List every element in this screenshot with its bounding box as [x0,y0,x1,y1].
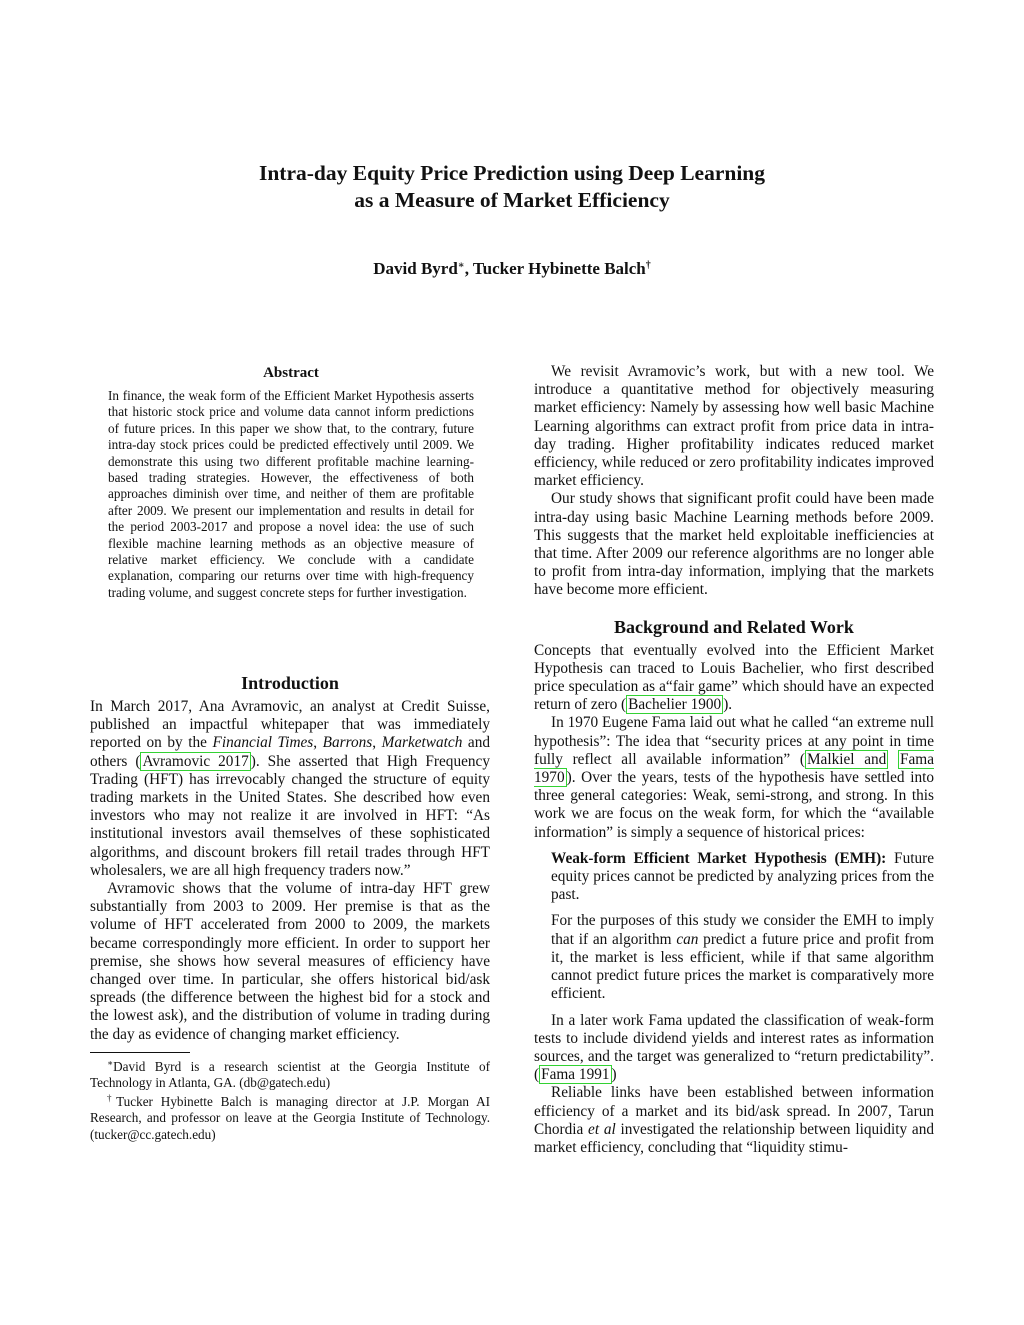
citation-link-fama-1991[interactable]: Fama 1991 [541,1066,610,1084]
definition-weak-form-emh: Weak-form Efficient Market Hypothesis (EMH): Future equity prices cannot be predicted by analyzing prices from the past. [551,849,934,904]
footnote-1: ∗David Byrd is a research scientist at the Georgia Institute of Technology in Atlanta, GA. (db@gatech.edu) [90,1057,490,1091]
footnote-2-mark: † [107,1093,117,1104]
right-intro-paragraph-1: We revisit Avramovic’s work, but with a new tool. We introduce a quantitative method for objectively measuring market efficiency: Namely by assessing how well basic Machine Learning algorithms can extract profit from price data in intra-day trading. Higher profitability indicates reduced market efficiency, while reduced or zero profitability indicates improved market efficiency. [534,363,934,490]
author-1: David Byrd [373,259,458,278]
author-2-footnote-mark[interactable]: † [645,260,651,271]
footnote-2: †Tucker Hybinette Balch is managing director at J.P. Morgan AI Research, and professor on leave at the Georgia Institute of Technology. (tucker@cc.gatech.edu) [90,1093,490,1142]
title-line-2: as a Measure of Market Efficiency [354,188,670,212]
abstract-text: In finance, the weak form of the Efficient Market Hypothesis asserts that historic stock price and volume data cannot inform predictions of future prices. In this paper we show that, to the contrary, future intra-day stock prices could be predicted effectively until 2009. We demonstrate this using two different profitable machine learning-based trading strategies. However, the effectiveness of both approaches diminish over time, and neither of them are profitable after 2009. We present our implementation and results in detail for the period 2003-2017 and propose a novel idea: the use of such flexible machine learning methods as an objective measure of relative market efficiency. We conclude with a candidate explanation, comparing our returns over time with high-frequency trading volume, and suggest concrete steps for further investigation. [108,388,474,600]
definition-elaboration: For the purposes of this study we consider the EMH to imply that if an algorithm can predict a future price and profit from it, the market is less efficient, while if that same algorithm cannot predict future prices the market is comparatively more efficient. [551,912,934,1003]
definition-term: Weak-form Efficient Market Hypothesis (EMH): [551,849,887,867]
citation-link-malkiel-fama-1970-cont[interactable]: Fama 1970 [534,750,934,787]
abstract-heading: Abstract [263,365,319,381]
introduction-heading: Introduction [241,673,339,693]
introduction-paragraph-2: Avramovic shows that the volume of intra-day HFT grew substantially from 2003 to 2009. Her premise is that as the volume of HFT accelerated from 2000 to 2009, the markets became correspondingly more efficient. In order to support her premise, she shows how several measures of efficiency have changed over time. In particular, she offers historical bid/ask spreads (the difference between the highest bid for a stock and the lowest ask), and the distribution of volume in trading during the day as evidence of changing market efficiency. [90,880,490,1043]
background-paragraph-3: In a later work Fama updated the classification of weak-form tests to include dividend yields and interest rates as information sources, and the target was generalized to “return predictability”. ( Fama 1991 ) [534,1011,934,1084]
right-column [534,363,934,1157]
footnote-divider [90,1052,190,1053]
title-line-1: Intra-day Equity Price Prediction using Deep Learning [258,161,766,185]
left-column [90,672,490,1143]
citation-link-bachelier-1900[interactable]: Bachelier 1900 [628,696,722,714]
author-separator: , [464,259,473,278]
author-list [0,258,1024,280]
definition-block [551,850,934,1004]
citation-link-avramovic-2017[interactable]: Avramovic 2017 [142,752,249,770]
abstract-section [108,364,474,601]
background-paragraph-4: Reliable links have been established between information efficiency of a market and its bid/ask spread. In 2007, Tarun Chordia et al investigated the relationship between liquidity and market efficiency, concluding that “liquidity stimu- [534,1084,934,1156]
background-heading: Background and Related Work [614,616,854,637]
citation-link-malkiel-fama-1970[interactable]: Malkiel and [806,750,887,768]
background-paragraph-2: In 1970 Eugene Fama laid out what he called “an extreme null hypothesis”: The idea that “security prices at any point in time fully reflect all available information” ( Malkiel and Fama 1970 ). Over the years, tests of the hypothesis have settled into three general categories: Weak, semi-strong, and strong. In this work we are focus on the weak form, for which the “available information” is simply a sequence of historical prices: [534,714,934,841]
paper-title [0,160,1024,214]
right-intro-paragraph-2: Our study shows that significant profit could have been made intra-day using basic Machine Learning methods before 2009. This suggests that the market held exploitable inefficiencies at that time. After 2009 our reference algorithms are no longer able to profit from intra-day information, implying that the markets have become more efficient. [534,490,934,599]
footnote-1-mark: ∗ [107,1057,114,1068]
author-2: Tucker Hybinette Balch [472,259,646,278]
author-1-footnote-mark[interactable]: ∗ [457,260,465,271]
introduction-paragraph-1: In March 2017, Ana Avramovic, an analyst at Credit Suisse, published an impactful whitepaper that was immediately reported on by the Financial Times, Barrons, Marketwatch and others ( Avramovic 2017 ). She asserted that High Frequency Trading (HFT) has irrevocably changed the structure of equity trading markets in the United States. She described how even investors who may not realize it are involved in HFT: “As institutional investors avail themselves of these sophisticated algorithms, and discount brokers fill retail trades through HFT wholesalers, we are all high frequency traders now.” [90,698,490,879]
background-paragraph-1: Concepts that eventually evolved into the Efficient Market Hypothesis can traced to Louis Bachelier, who first described price speculation as a“fair game” which should have an expected return of zero ( Bachelier 1900 ). [534,641,934,714]
